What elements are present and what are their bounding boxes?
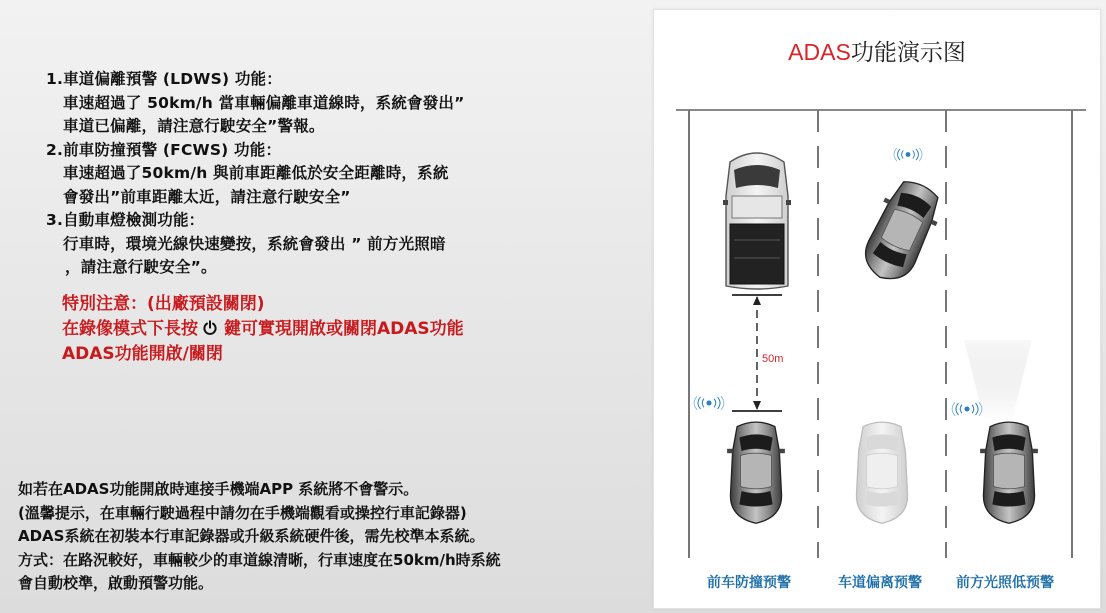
note-line: 方式：在路況較好，車輛較少的車道線清晰，行車速度在50km/h時系統 <box>18 550 501 569</box>
notice-text: 在錄像模式下長按 <box>62 319 198 339</box>
signal-icon <box>952 402 982 416</box>
feature-text: 會發出”前車距離太近，請注意行駛安全” <box>63 187 351 206</box>
signal-icon <box>694 396 724 410</box>
notice-line: ADAS功能開啟/關閉 <box>62 344 223 364</box>
diagram-title: ADAS功能演示图 <box>788 39 966 65</box>
distance-label: 50m <box>762 353 784 365</box>
feature-text: 車速超過了50km/h 與前車距離低於安全距離時，系統 <box>63 164 449 182</box>
caption-fcws: 前车防撞预警 <box>707 575 791 591</box>
notice-text: 鍵可實現開啟或關閉ADAS功能 <box>224 319 464 339</box>
notice-line: 特別注意：(出廠預設關閉) <box>62 294 265 314</box>
note-line: 如若在ADAS功能開啟時連接手機端APP 系統將不會警示。 <box>18 480 419 498</box>
note-line: 會自動校準，啟動預警功能。 <box>18 574 214 592</box>
notice-line <box>62 317 464 342</box>
special-notice <box>62 292 464 367</box>
car-icon <box>856 422 907 523</box>
arrow-up-icon <box>753 296 761 305</box>
car-icon <box>980 422 1038 523</box>
feature-heading: 1.車道偏離預警 (LDWS) 功能： <box>46 70 282 88</box>
arrow-down-icon <box>753 401 761 410</box>
caption-light: 前方光照低预警 <box>956 575 1054 591</box>
note-line: ADAS系統在初裝本行車記錄器或升級系統硬件後，需先校準本系統。 <box>18 527 485 545</box>
pickup-truck-icon <box>723 153 791 289</box>
feature-text: 車速超過了 50km/h 當車輛偏離車道線時，系統會發出” <box>63 93 465 112</box>
feature-text: 車道已偏離，請注意行駛安全”警報。 <box>63 117 325 135</box>
power-icon <box>202 319 218 335</box>
road-diagram <box>654 10 1100 608</box>
note-line: (溫馨提示，在車輛行駛過程中請勿在手機端觀看或操控行車記錄器) <box>18 503 467 522</box>
drifting-car <box>854 173 949 289</box>
car-icon <box>854 173 949 289</box>
feature-text: 行車時，環境光線快速變按，系統會發出 ” 前方光照暗 <box>63 234 446 253</box>
feature-text: ，請注意行駛安全”。 <box>65 258 217 276</box>
feature-heading: 2.前車防撞預警 (FCWS) 功能： <box>46 140 282 159</box>
feature-heading: 3.自動車燈檢測功能： <box>46 211 205 229</box>
signal-icon <box>894 148 922 161</box>
car-icon <box>727 422 785 523</box>
adas-demo-panel <box>653 9 1101 609</box>
feature-list <box>46 68 646 280</box>
caption-ldws: 车道偏离预警 <box>838 575 922 591</box>
bottom-note <box>18 478 501 596</box>
